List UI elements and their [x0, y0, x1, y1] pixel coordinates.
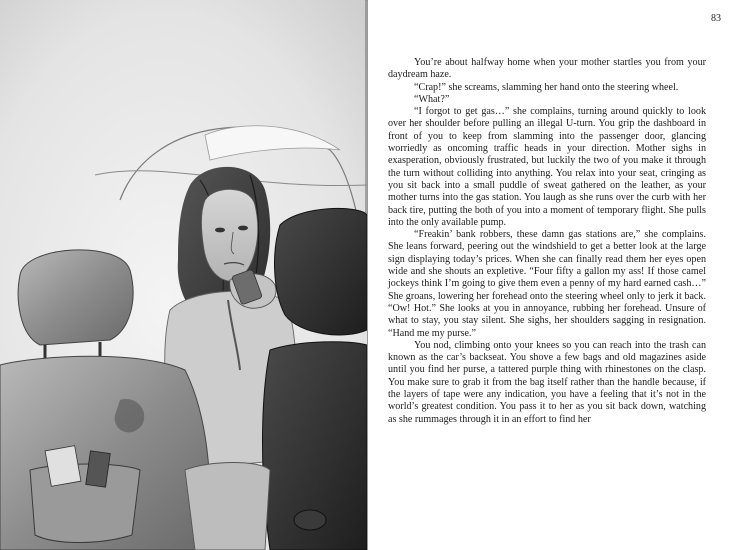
passenger-headrest — [18, 250, 133, 345]
paragraph: “What?” — [414, 93, 450, 105]
right-eye — [238, 226, 248, 231]
body-text — [388, 57, 706, 426]
pocket-book — [86, 451, 111, 487]
pocket-magazine — [45, 446, 81, 487]
seat-pocket — [30, 464, 140, 543]
woman-lap — [185, 463, 270, 550]
seat-button — [294, 510, 326, 530]
paragraph: You nod, climbing onto your knees so you can reach into the trash can known as the car’s backseat. You shove a few bags and old magazines aside until you find her purse, a tattered purple thing with rhinestones on the clasp. You make sure to grab it from the bag itself rather than the handle because, if the layers of tape were any indication, you have a feeling that it’s not in the world’s greatest condition. You pass it to her as you sit back down, watching as she rummages through it in an effort to find her — [388, 339, 706, 425]
page-number: 83 — [711, 13, 721, 24]
paragraph: “Crap!” she screams, slamming her hand onto the steering wheel. — [414, 81, 679, 93]
paragraph: You’re about halfway home when your mother startles you from your daydream haze. — [388, 57, 706, 81]
woman-face — [202, 189, 258, 281]
driver-headrest — [275, 208, 367, 335]
paragraph: “Freakin’ bank robbers, these damn gas stations are,” she complains. She leans forward, peering out the windshield to get a better look at the large sign displaying today’s prices. When she can finally read them her eyes open wide and she shouts an expletive. “Four fifty a gallon my ass! If those camel jockeys think I’m going to give them even a penny of my hard earned cash…” She groans, lowering her forehead onto the steering wheel only to jerk it back. “Ow! Hot.” She looks at you in annoyance, rubbing her forehead. Unsure of what to stay, you stay silent. She sighs, her shoulders sagging in resignation. “Hand me my purse.” — [388, 229, 706, 339]
text-page — [368, 0, 733, 550]
left-eye — [215, 228, 225, 233]
paragraph: “I forgot to get gas…” she complains, turning around quickly to look over her shoulder before pulling an illegal U-turn. You grip the dashboard in front of you to keep from slamming into the passenger door, glancing worriedly as oncoming traffic heads in your direction. Mother sighs in exasperation, obviously frustrated, but luckily the two of you make it through the turn without colliding into anything. You relax into your seat, cringing as you sit back into a small puddle of sweat gathered on the leather, as your mother turns into the gas station. You laugh as she runs over the curb with her back tire, putting the both of you into a moment of temporary flight. She pulls into the only available pump. — [388, 106, 706, 228]
